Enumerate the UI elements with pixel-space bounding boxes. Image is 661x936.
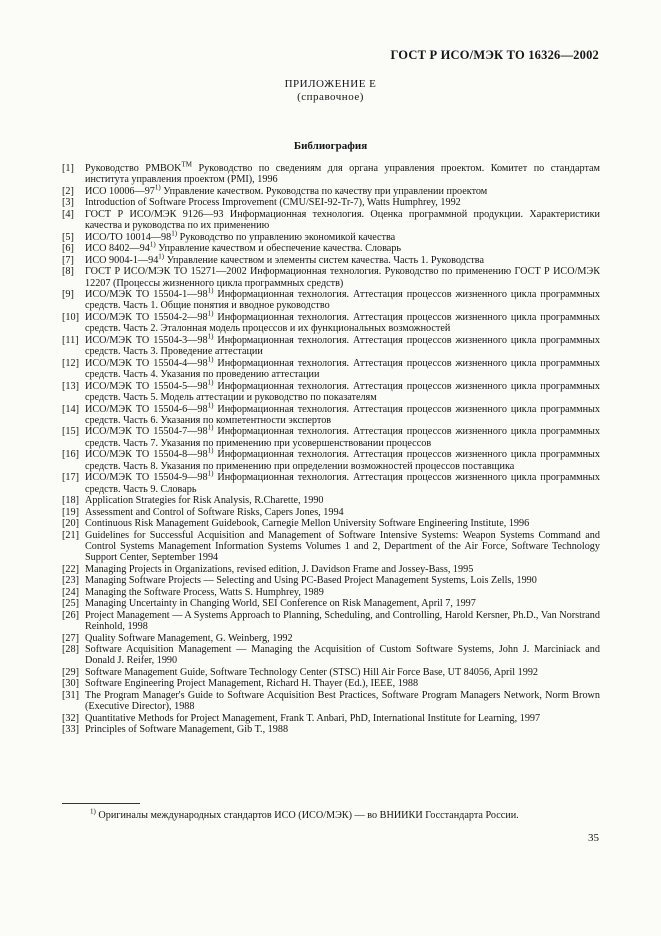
reference-footnote-marker: 1) [158, 252, 165, 261]
reference-item [62, 229, 600, 243]
reference-text: ИСО/МЭК ТО 15504-2—98 [85, 311, 208, 323]
reference-text-continued: Информационная технология. Аттестация процессов жизненного цикла программных средств. Часть 7. Указания по применению при усовершенствовании процессов [85, 426, 600, 449]
reference-item [62, 530, 600, 564]
reference-text: ИСО/МЭК ТО 15504-8—98 [85, 449, 208, 461]
reference-item [62, 667, 600, 678]
reference-number: [30] [62, 678, 79, 690]
reference-text-continued: Руководство по сведениям для органа управления проектом. Комитет по стандартам института управления проектом (PMI), 1996 [85, 163, 600, 186]
appendix-subtitle: (справочное) [297, 91, 364, 103]
reference-text: Principles of Software Management, Gib T., 1988 [85, 724, 289, 736]
reference-number: [1] [62, 163, 74, 174]
reference-text: The Program Manager's Guide to Software Acquisition Best Practices, Software Program Managers Network, Norm Brown (Executive Director), 1988 [85, 689, 600, 713]
reference-footnote-marker: 1) [207, 355, 214, 364]
reference-text: Managing Projects in Organizations, revised edition, J. Davidson Frame and Jossey-Bass, 1995 [85, 563, 474, 575]
reference-text: Application Strategies for Risk Analysis, R.Charette, 1990 [85, 495, 324, 507]
reference-item [62, 633, 600, 644]
reference-text: Assessment and Control of Software Risks, Capers Jones, 1994 [85, 506, 344, 518]
reference-footnote-marker: 1) [154, 183, 161, 192]
reference-text: Quality Software Management, G. Weinberg, 1992 [85, 632, 293, 644]
reference-item [62, 587, 600, 598]
reference-text: Continuous Risk Management Guidebook, Carnegie Mellon University Software Engineering Institute, 1996 [85, 518, 530, 530]
document-header: ГОСТ Р ИСО/МЭК ТО 16326—2002 [390, 48, 599, 62]
reference-footnote-marker: 1) [207, 378, 214, 387]
reference-footnote-marker: 1) [207, 424, 214, 433]
reference-number: [26] [62, 609, 79, 621]
reference-text: Руководство PMBOK [85, 163, 182, 174]
reference-number: [7] [62, 254, 74, 266]
reference-text-continued: Информационная технология. Аттестация процессов жизненного цикла программных средств. Часть 5. Модель аттестации и руководство по показателям [85, 380, 600, 404]
reference-list [62, 160, 600, 736]
footnote-marker: 1) [90, 807, 96, 816]
reference-text-continued: Информационная технология. Аттестация процессов жизненного цикла программных средств. Часть 3. Проведение аттестации [85, 334, 600, 358]
reference-text: ИСО/МЭК ТО 15504-5—98 [85, 380, 208, 392]
reference-text: Managing Uncertainty in Changing World, SEI Conference on Risk Management, April 7, 1997 [85, 598, 476, 610]
reference-item [62, 724, 600, 735]
reference-number: [12] [62, 357, 79, 369]
reference-item [62, 575, 600, 586]
reference-item [62, 713, 600, 724]
footnote-text: Оригиналы международных стандартов ИСО (ИСО/МЭК) — во ВНИИКИ Госстандарта России. [95, 810, 519, 821]
reference-text: Software Management Guide, Software Technology Center (STSC) Hill Air Force Base, UT 84056, April 1992 [85, 666, 539, 678]
reference-item [62, 309, 600, 335]
reference-number: [27] [62, 632, 79, 644]
reference-item [62, 469, 600, 495]
reference-text: Quantitative Methods for Project Management, Frank T. Anbari, PhD, International Institute for Learning, 1997 [85, 712, 541, 724]
reference-footnote-marker: 1) [207, 446, 214, 455]
reference-number: [21] [62, 529, 79, 541]
reference-item [62, 446, 600, 472]
reference-item [62, 690, 600, 713]
reference-text: ИСО/МЭК ТО 15504-9—98 [85, 472, 208, 484]
reference-footnote-marker: 1) [207, 309, 214, 318]
reference-text: Guidelines for Successful Acquisition and Management of Software Intensive Systems: Weapon Systems Command and Control Systems Management Information Systems Volumes 1 and 2, Department of the Air Force, Software Technology Support Center, September 1994 [85, 529, 600, 564]
reference-number: [28] [62, 644, 79, 656]
reference-footnote-marker: 1) [207, 469, 214, 478]
reference-item [62, 355, 600, 381]
reference-text-continued: Информационная технология. Аттестация процессов жизненного цикла программных средств. Часть 6. Указания по компетентности экспертов [85, 403, 600, 426]
reference-text-continued: Руководство по управлению экономикой качества [177, 231, 396, 243]
reference-text: ИСО/ТО 10014—98 [85, 231, 172, 243]
reference-item [62, 183, 600, 197]
reference-item [62, 252, 600, 266]
reference-text: ИСО 10006—97 [85, 185, 155, 197]
reference-number: [15] [62, 426, 79, 438]
reference-item [62, 160, 600, 186]
reference-number: [33] [62, 724, 79, 736]
reference-number: [10] [62, 311, 79, 323]
reference-text: ИСО/МЭК ТО 15504-7—98 [85, 426, 208, 438]
reference-item [62, 286, 600, 312]
reference-footnote-marker: TM [181, 160, 193, 169]
reference-number: [31] [62, 689, 79, 701]
reference-text: Introduction of Software Process Improvement (CMU/SEI-92-Tr-7), Watts Humphrey, 1992 [85, 197, 461, 209]
reference-text: ИСО/МЭК ТО 15504-3—98 [85, 334, 208, 346]
reference-footnote-marker: 1) [171, 229, 178, 238]
reference-number: [23] [62, 575, 79, 587]
footnote [90, 807, 600, 822]
reference-item [62, 378, 600, 404]
reference-number: [6] [62, 243, 74, 255]
footnote-divider [62, 803, 140, 804]
reference-number: [17] [62, 472, 79, 484]
reference-number: [11] [62, 334, 79, 346]
reference-text-continued: Информационная технология. Аттестация процессов жизненного цикла программных средств. Часть 2. Эталонная модель процессов и их функциональных возможностей [85, 311, 600, 335]
reference-item [62, 197, 600, 208]
reference-item [62, 518, 600, 529]
page-number: 35 [588, 832, 599, 844]
reference-footnote-marker: 1) [207, 286, 214, 295]
reference-item [62, 426, 600, 449]
reference-text: Project Management — A Systems Approach to Planning, Scheduling, and Controlling, Harold Kersner, Ph.D., Van Norstrand Reinhold, 1998 [85, 609, 600, 633]
appendix-heading [0, 78, 661, 104]
reference-footnote-marker: 1) [207, 401, 214, 410]
reference-text: Software Acquisition Management — Managing the Acquisition of Custom Software Systems, John J. Marciniack and Donald J. Reifer, 1990 [85, 644, 600, 667]
reference-number: [4] [62, 208, 74, 220]
reference-text: Managing Software Projects — Selecting and Using PC-Based Project Management Systems, Lois Zells, 1990 [85, 575, 537, 587]
appendix-title: ПРИЛОЖЕНИЕ Е [284, 78, 377, 90]
reference-number: [16] [62, 449, 79, 461]
reference-item [62, 564, 600, 575]
reference-item [62, 332, 600, 358]
reference-item [62, 598, 600, 609]
reference-number: [32] [62, 712, 79, 724]
reference-number: [2] [62, 185, 74, 197]
reference-item [62, 495, 600, 506]
reference-text-continued: Информационная технология. Аттестация процессов жизненного цикла программных средств. Часть 4. Указания по проведению аттестации [85, 357, 600, 381]
reference-text: ИСО/МЭК ТО 15504-1—98 [85, 288, 208, 300]
reference-footnote-marker: 1) [207, 332, 214, 341]
reference-number: [5] [62, 231, 74, 243]
reference-item [62, 610, 600, 633]
reference-text-continued: Управление качеством. Руководства по качеству при управлении проектом [160, 185, 488, 197]
reference-text: ГОСТ Р ИСО/МЭК 9126—93 Информационная технология. Оценка программной продукции. Характеристики качества и руководства по их применению [85, 208, 600, 232]
reference-number: [25] [62, 598, 79, 610]
reference-item [62, 678, 600, 689]
reference-text-continued: Информационная технология. Аттестация процессов жизненного цикла программных средств. Часть 9. Словарь [85, 472, 600, 495]
reference-number: [13] [62, 380, 79, 392]
reference-footnote-marker: 1) [149, 240, 156, 249]
reference-number: [22] [62, 563, 79, 575]
reference-number: [20] [62, 518, 79, 530]
reference-text: ИСО/МЭК ТО 15504-4—98 [85, 357, 208, 369]
reference-text: ИСО 8402—94 [85, 243, 150, 255]
reference-text-continued: Управление качеством и элементы систем качества. Часть 1. Руководства [164, 254, 485, 266]
reference-number: [24] [62, 586, 79, 598]
reference-text-continued: Информационная технология. Аттестация процессов жизненного цикла программных средств. Часть 1. Общие понятия и вводное руководство [85, 288, 600, 312]
reference-text: ИСО/МЭК ТО 15504-6—98 [85, 403, 208, 415]
reference-text: ГОСТ Р ИСО/МЭК ТО 15271—2002 Информационная технология. Руководство по применению ГОСТ Р ИСО/МЭК 12207 (Процессы жизненного цикла программных средств) [85, 266, 600, 289]
reference-text-continued: Управление качеством и обеспечение качества. Словарь [155, 243, 402, 255]
reference-item [62, 644, 600, 667]
reference-item [62, 401, 600, 427]
reference-text: ИСО 9004-1—94 [85, 254, 159, 266]
reference-number: [3] [62, 197, 74, 209]
reference-item [62, 209, 600, 232]
reference-number: [8] [62, 266, 74, 278]
reference-text: Managing the Software Process, Watts S. Humphrey, 1989 [85, 586, 324, 598]
reference-number: [19] [62, 506, 79, 518]
reference-text-continued: Информационная технология. Аттестация процессов жизненного цикла программных средств. Часть 8. Указания по применению при определении возможностей процессов поставщика [85, 449, 600, 472]
reference-item [62, 266, 600, 289]
reference-text: Software Engineering Project Management, Richard H. Thayer (Ed.), IEEE, 1988 [85, 678, 419, 690]
bibliography-title: Библиография [293, 140, 368, 152]
reference-number: [18] [62, 495, 79, 507]
reference-number: [14] [62, 403, 79, 415]
reference-number: [9] [62, 288, 74, 300]
reference-number: [29] [62, 666, 79, 678]
reference-item [62, 240, 600, 255]
reference-item [62, 507, 600, 518]
